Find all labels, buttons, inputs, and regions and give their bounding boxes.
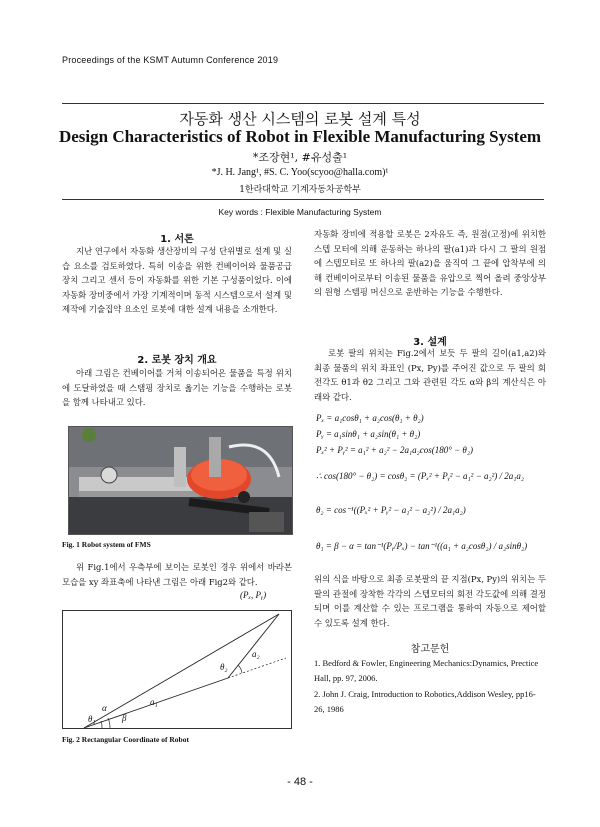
right-intro-paragraph: 자동화 장비에 적용할 로봇은 2자유도 즉, 원점(고정)에 위치한 스텝 모터에 의해 운동하는 하나의 팔(a1)과 다시 그 팔의 원점에 스텝모터로 또 하나의 팔(a2)을 움직여 그 끝에 압착부에 의해 컨베이어로부터 이송된 물품을 유압으로 찍어 올려 중앙상부의 원형 스템핑 머신으로 운반하는 기능을 수행한다.	[314, 229, 546, 298]
keywords: Key words : Flexible Manufacturing System	[218, 207, 382, 217]
fig2-point-label: (Pₓ, Pᵧ)	[240, 590, 267, 600]
authors-korean: *조장현¹, #유성출¹	[252, 151, 348, 164]
fig2-alpha-label: α	[102, 703, 107, 713]
section3-heading: 3. 설계	[413, 337, 447, 348]
equation-theta1: θ₁ = β − α = tan⁻¹(Pᵧ/Pₓ) − tan⁻¹((a₁ + a₂cosθ₂) / a₂sinθ₂)	[316, 541, 528, 551]
section2-paragraph: 아래 그림은 컨베이어를 거쳐 이송되어온 물품을 특정 위치에 도달하였을 때 스탬핑 장치로 옮기는 기능을 수행하는 로봇을 함께 나타내고 있다.	[62, 368, 292, 408]
section2-heading: 2. 로봇 장치 개요	[137, 355, 217, 366]
fig2-a2-label: a₂	[252, 649, 260, 659]
title-english: Design Characteristics of Robot in Flexible Manufacturing System	[58, 127, 542, 146]
fig1-caption: Fig. 1 Robot system of FMS	[62, 540, 151, 549]
equation-px: Pₓ = a₁cosθ₁ + a₂cos(θ₁ + θ₂)	[316, 413, 424, 423]
authors-english: *J. H. Jang¹, #S. C. Yoo(scyoo@halla.com)¹	[211, 167, 389, 178]
title-rule	[62, 199, 544, 200]
fig2-beta-label: β	[122, 713, 127, 723]
affiliation: 1한라대학교 기계자동차공학부	[239, 185, 361, 195]
references-heading: 참고문헌	[410, 644, 450, 655]
right-intro-body	[314, 227, 546, 300]
title-korean: 자동화 생산 시스템의 로봇 설계 특성	[179, 110, 421, 128]
section2-body	[62, 366, 292, 410]
fig1-followup-paragraph: 위 Fig.1에서 우측부에 보이는 로봇인 경우 위에서 바라본 모습을 xy 좌표축에 나타낸 그림은 아래 Fig2와 같다.	[62, 562, 292, 587]
equation-py: Pᵧ = a₁sinθ₁ + a₂sin(θ₁ + θ₂)	[316, 429, 421, 439]
robot-photo-illustration	[69, 427, 292, 534]
fig2-theta2-label: θ₂	[220, 662, 228, 672]
equation-theta2: θ₂ = cos⁻¹((Pₓ² + Pᵧ² − a₁² − a₂²) / 2a₁a₂)	[316, 505, 466, 515]
equation-block	[316, 410, 544, 554]
header-rule	[62, 103, 544, 104]
fig2-caption: Fig. 2 Rectangular Coordinate of Robot	[62, 735, 189, 744]
reference-item: 1. Bedford & Fowler, Engineering Mechanics:Dynamics, Prectice Hall, pp. 97, 2006.	[314, 658, 539, 683]
coordinate-diagram	[62, 590, 292, 730]
page-number: - 48 -	[287, 776, 313, 788]
equation-sum-squares: Pₓ² + Pᵧ² = a₁² + a₂² − 2a₁a₂cos(180° − θ₂)	[316, 445, 473, 455]
section3-body2	[314, 572, 546, 630]
section1-heading: 1. 서론	[160, 234, 194, 245]
fig1-followup	[62, 560, 292, 589]
fig2-theta1-label: θ₁	[88, 714, 96, 724]
conference-header: Proceedings of the KSMT Autumn Conference 2019	[62, 55, 279, 65]
fig2-diagram	[62, 590, 292, 730]
references-list	[314, 656, 546, 716]
section1-body	[62, 244, 292, 317]
fig2-a1-label: a₁	[150, 697, 158, 707]
equation-cos-theta2: ∴ cos(180° − θ₂) = cosθ₂ = (Pₓ² + Pᵧ² − a₁² − a₂²) / 2a₁a₂	[316, 471, 525, 481]
reference-item: 2. John J. Craig, Introduction to Robotics,Addison Wesley, pp16-26, 1986	[314, 689, 536, 714]
section3-paragraph2: 위의 식을 바탕으로 최종 로봇팔의 끝 지점(Px, Py)의 위치는 두 팔의 관절에 장착한 각각의 스텝모터의 회전 각도값에 의해 결정 되며 이를 계산할 수 있는 프로그램을 통하여 자동으로 제어할 수 있도록 설계 한다.	[314, 574, 546, 628]
fig1-photo	[68, 426, 293, 535]
section3-paragraph: 로봇 팔의 위치는 Fig.2에서 보듯 두 팔의 길이(a1,a2)와 최종 물품의 위치 좌표인 (Px, Py)를 주어진 값으로 두 팔의 회전각도 θ1과 θ2 그리고 그와 관련된 각도 α와 β의 계산식은 아래와 같다.	[314, 348, 546, 402]
section3-body	[314, 346, 546, 404]
section1-paragraph: 지난 연구에서 자동화 생산장비의 구성 단위별로 설계 및 실습 요소를 검토하였다. 특히 이송을 위한 컨베이어와 물품공급장치 그리고 센서 등이 자동화를 위한 기본 구성품이었다. 이에 자동화 장비중에서 가장 기계적이며 동적 시스템으로서 설계 및 제작에 기술집약 요소인 로봇에 대한 설계 내용을 소개한다.	[62, 246, 292, 315]
